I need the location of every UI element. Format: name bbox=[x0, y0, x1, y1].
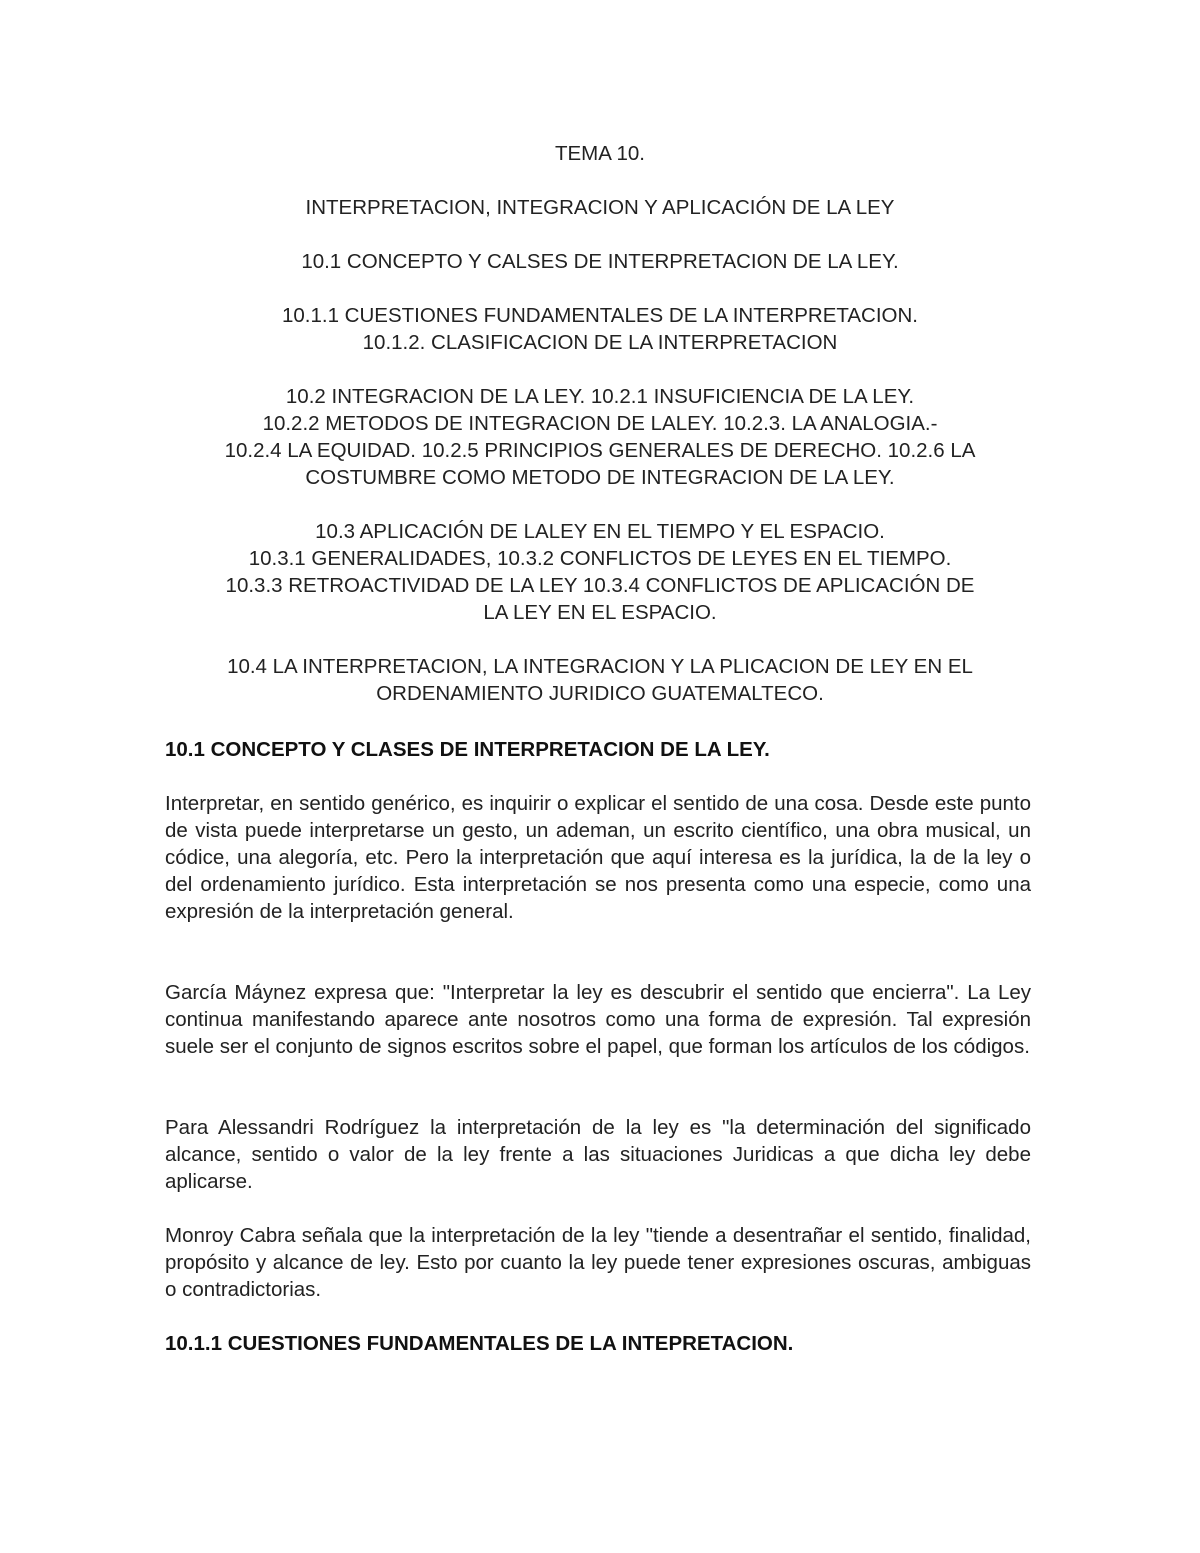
section-heading-10-1: 10.1 CONCEPTO Y CLASES DE INTERPRETACION DE LA LEY. bbox=[165, 738, 770, 761]
toc-line: 10.2 INTEGRACION DE LA LEY. 10.2.1 INSUFICIENCIA DE LA LEY. bbox=[285, 385, 915, 408]
toc-item-10-1 bbox=[150, 248, 1050, 275]
toc-line: 10.3.1 GENERALIDADES, 10.3.2 CONFLICTOS DE LEYES EN EL TIEMPO. bbox=[248, 547, 952, 570]
toc-item-10-3-group bbox=[150, 518, 1050, 626]
paragraph-text: García Máynez expresa que: "Interpretar la ley es descubrir el sentido que encierra". La Ley continua manifestando aparece ante nosotros como una forma de expresión. Tal expresión suele ser el conjunto de signos escritos sobre el papel, que forman los artículos de los códigos. bbox=[165, 981, 1031, 1058]
toc-item-10-1-group bbox=[150, 302, 1050, 356]
toc-item-10-4-group bbox=[150, 653, 1050, 707]
toc-line: COSTUMBRE COMO METODO DE INTEGRACION DE LA LEY. bbox=[305, 466, 895, 489]
section-heading-10-1-1: 10.1.1 CUESTIONES FUNDAMENTALES DE LA INTEPRETACION. bbox=[165, 1332, 794, 1355]
toc-line: 10.3.3 RETROACTIVIDAD DE LA LEY 10.3.4 CONFLICTOS DE APLICACIÓN DE bbox=[225, 574, 975, 597]
paragraph-2 bbox=[165, 979, 1031, 1060]
toc-line: 10.2.4 LA EQUIDAD. 10.2.5 PRINCIPIOS GENERALES DE DERECHO. 10.2.6 LA bbox=[224, 439, 976, 462]
toc-item-10-2-group bbox=[150, 383, 1050, 491]
paragraph-1 bbox=[165, 790, 1031, 925]
document-title-block bbox=[150, 140, 1050, 167]
paragraph-text: Para Alessandri Rodríguez la interpretación de la ley es "la determinación del significado alcance, sentido o valor de la ley frente a las situaciones Juridicas a que dicha ley debe aplicarse. bbox=[165, 1116, 1031, 1193]
paragraph-3 bbox=[165, 1114, 1031, 1195]
paragraph-text: Monroy Cabra señala que la interpretación de la ley "tiende a desentrañar el sentido, finalidad, propósito y alcance de ley. Esto por cuanto la ley puede tener expresiones oscuras, ambiguas o contradictorias. bbox=[165, 1224, 1031, 1301]
document-subtitle-block bbox=[150, 194, 1050, 221]
toc-line: 10.4 LA INTERPRETACION, LA INTEGRACION Y LA PLICACION DE LEY EN EL bbox=[227, 655, 973, 678]
toc-line: LA LEY EN EL ESPACIO. bbox=[483, 601, 717, 624]
toc-line: 10.2.2 METODOS DE INTEGRACION DE LALEY. 10.2.3. LA ANALOGIA.- bbox=[262, 412, 938, 435]
toc-line: ORDENAMIENTO JURIDICO GUATEMALTECO. bbox=[376, 682, 824, 705]
document-title: TEMA 10. bbox=[554, 142, 645, 165]
document-subtitle: INTERPRETACION, INTEGRACION Y APLICACIÓN DE LA LEY bbox=[305, 196, 895, 219]
paragraph-4 bbox=[165, 1222, 1031, 1303]
toc-line: 10.1.1 CUESTIONES FUNDAMENTALES DE LA INTERPRETACION. bbox=[281, 304, 919, 327]
toc-line: 10.3 APLICACIÓN DE LALEY EN EL TIEMPO Y EL ESPACIO. bbox=[315, 520, 885, 543]
toc-line: 10.1 CONCEPTO Y CALSES DE INTERPRETACION DE LA LEY. bbox=[301, 250, 899, 273]
paragraph-text: Interpretar, en sentido genérico, es inquirir o explicar el sentido de una cosa. Desde este punto de vista puede interpretarse un gesto, un ademan, un escrito científico, una obra musical, un códice, una alegoría, etc. Pero la interpretación que aquí interesa es la jurídica, la de la ley o del ordenamiento jurídico. Esta interpretación se nos presenta como una especie, como una expresión de la interpretación general. bbox=[165, 792, 1031, 923]
toc-line: 10.1.2. CLASIFICACION DE LA INTERPRETACION bbox=[362, 331, 838, 354]
